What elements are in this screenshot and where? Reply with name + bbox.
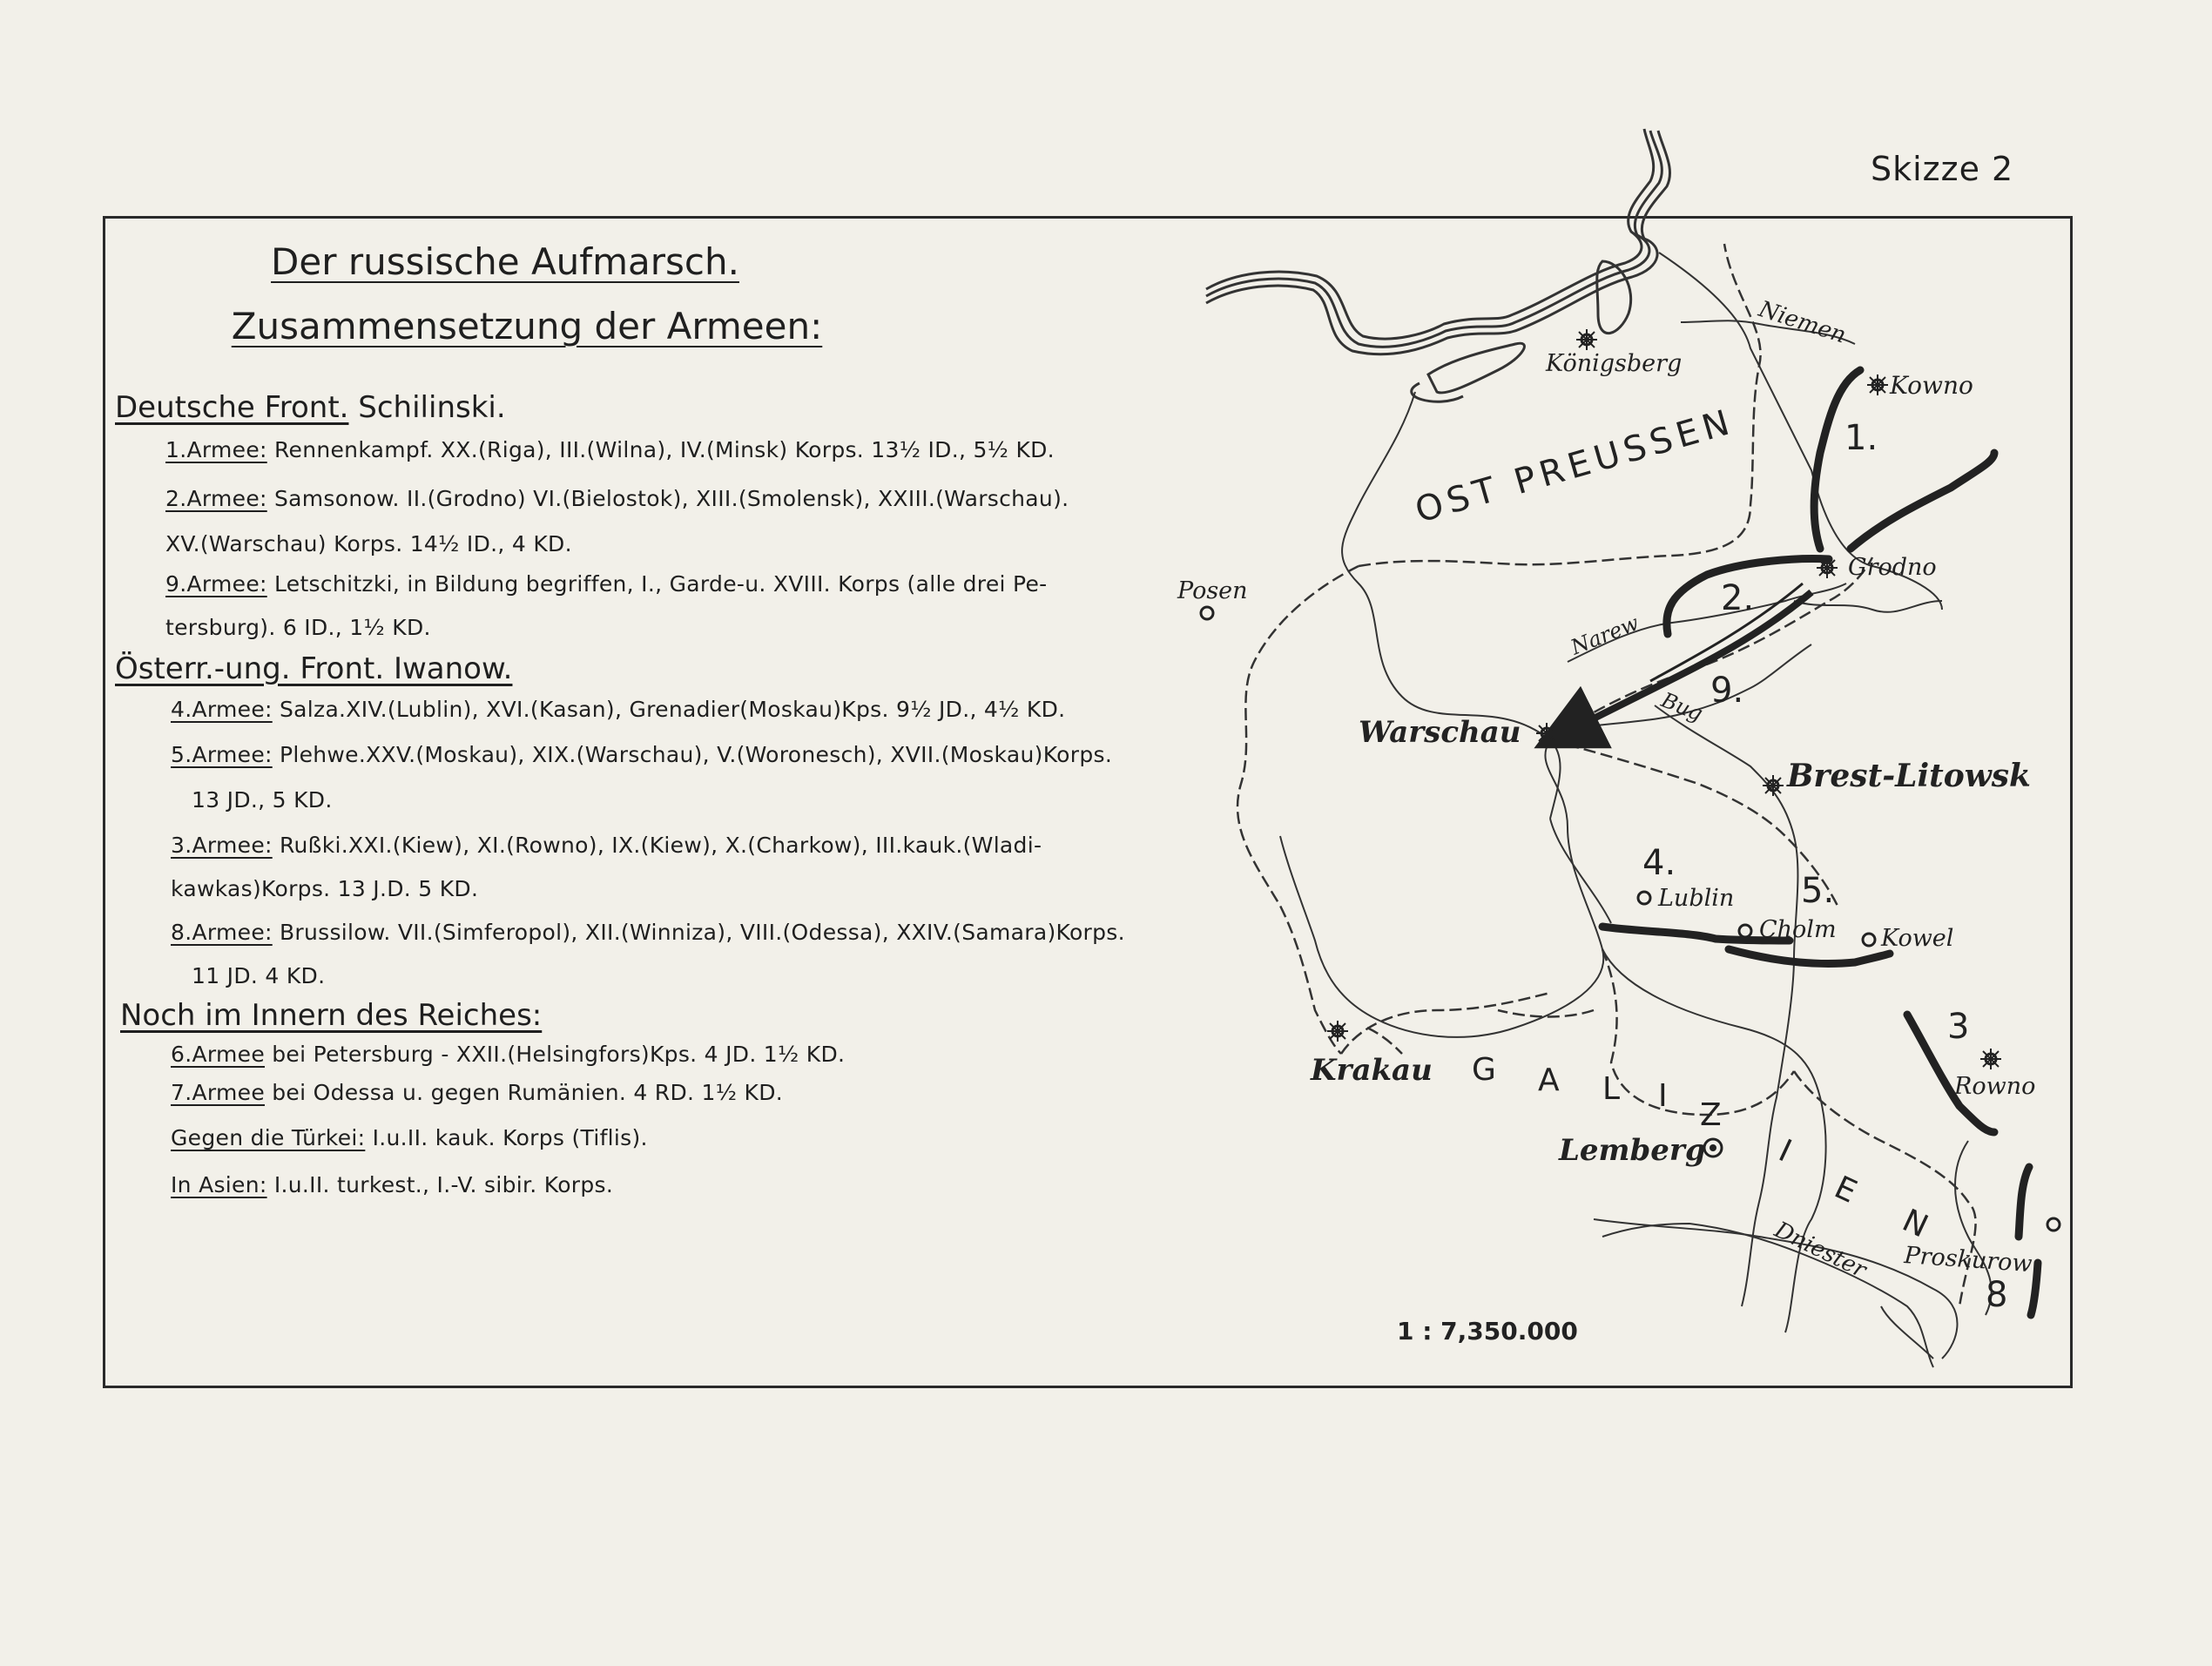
city-label-proskurow: Proskurow: [1903, 1242, 2033, 1278]
army-number-8: 8: [1986, 1275, 2008, 1315]
army-text: Salza.XIV.(Lublin), XVI.(Kasan), Grenadier(Moskau)Kps. 9½ JD., 4½ KD.: [272, 697, 1066, 722]
army-text: Rennenkampf. XX.(Riga), III.(Wilna), IV.(Minsk) Korps. 13½ ID., 5½ KD.: [266, 437, 1055, 462]
army-text: bei Petersburg - XXII.(Helsingfors)Kps. 4 JD. 1½ KD.: [265, 1042, 846, 1067]
region-label-galizien-letter: L: [1602, 1071, 1621, 1107]
sheet-label: Skizze 2: [1871, 150, 2014, 188]
army-number-3: 3: [1947, 1007, 1970, 1047]
page-title: Der russische Aufmarsch.: [271, 240, 739, 283]
army-text: Rußki.XXI.(Kiew), XI.(Rowno), IX.(Kiew), X.(Charkow), III.kauk.(Wladi-: [272, 833, 1042, 858]
fortress-icon-kowno: [1867, 374, 1888, 395]
army-label: 6.Armee: [171, 1042, 266, 1067]
fortress-icon-rowno: [1980, 1049, 2001, 1069]
army-number-1: 1.: [1844, 418, 1878, 458]
army-text: kawkas)Korps. 13 J.D. 5 KD.: [171, 876, 479, 901]
fortress-icon-grodno: [1817, 557, 1838, 578]
region-label-ostpreussen: OST PREUSSEN: [1411, 401, 1739, 531]
army-label: 1.Armee:: [165, 437, 267, 462]
city-label-grodno: Grodno: [1848, 554, 1937, 581]
army-text: 11 JD. 4 KD.: [192, 963, 326, 988]
army-label: 8.Armee:: [171, 920, 273, 945]
river-label-narew: Narew: [1567, 610, 1642, 660]
army-label: 3.Armee:: [171, 833, 273, 858]
town-icon-proskurow: [2047, 1218, 2060, 1231]
city-label-kowel: Kowel: [1881, 925, 1954, 952]
army-label: In Asien:: [171, 1172, 267, 1197]
city-label-kowno: Kowno: [1890, 371, 1973, 400]
city-label-krakau: Krakau: [1311, 1053, 1433, 1088]
border-lines: [1280, 253, 1992, 1359]
section-heading-label: Noch im Innern des Reiches:: [120, 998, 543, 1033]
page-subtitle: Zusammensetzung der Armeen:: [231, 305, 823, 347]
region-label-galizien-letter: I: [1773, 1132, 1797, 1170]
river-label-niemen: Niemen: [1755, 296, 1850, 349]
army-number-5: 5.: [1801, 871, 1835, 911]
region-label-galizien-letter: Z: [1700, 1097, 1722, 1133]
fortress-icon-warschau: [1536, 723, 1557, 744]
town-icon-kowel: [1863, 934, 1875, 946]
army-label: 4.Armee:: [171, 697, 273, 722]
fortress-icon-krakau: [1327, 1021, 1348, 1042]
army-label: Gegen die Türkei:: [171, 1125, 366, 1150]
army-label: 7.Armee: [171, 1080, 266, 1105]
army-label: 5.Armee:: [171, 742, 273, 767]
town-icon-lublin: [1638, 892, 1650, 904]
army-text: Samsonow. II.(Grodno) VI.(Bielostok), XIII.(Smolensk), XXIII.(Warschau).: [266, 486, 1069, 511]
region-label-galizien-letter: I: [1658, 1078, 1668, 1114]
region-label-galizien-letter: A: [1538, 1062, 1560, 1098]
army-text: XV.(Warschau) Korps. 14½ ID., 4 KD.: [165, 531, 572, 556]
city-label-lemberg: Lemberg: [1559, 1133, 1706, 1168]
region-label-galizien-letter: N: [1897, 1202, 1933, 1245]
region-label-galizien-letter: G: [1472, 1052, 1496, 1088]
section-heading-label: Deutsche Front.: [115, 390, 349, 425]
army-text: bei Odessa u. gegen Rumänien. 4 RD. 1½ KD.: [265, 1080, 783, 1105]
army-number-2: 2.: [1721, 578, 1755, 618]
fortress-icon-koenigsberg: [1576, 329, 1597, 350]
army-text: Brussilow. VII.(Simferopol), XII.(Winniza), VIII.(Odessa), XXIV.(Samara)Korps.: [272, 920, 1125, 945]
city-label-cholm: Cholm: [1759, 916, 1837, 943]
army-number-9: 9.: [1710, 671, 1744, 711]
army-text: 13 JD., 5 KD.: [192, 787, 333, 813]
city-label-lublin: Lublin: [1658, 885, 1735, 912]
city-label-warschau: Warschau: [1359, 715, 1521, 750]
region-label-galizien-letter: E: [1829, 1169, 1863, 1211]
army-label: 2.Armee:: [165, 486, 267, 511]
city-label-koenigsberg: Königsberg: [1546, 350, 1683, 377]
army-text: I.u.II. kauk. Korps (Tiflis).: [365, 1125, 648, 1150]
river-lines: [1550, 320, 1942, 1367]
capital-icon-lemberg: [1704, 1139, 1722, 1157]
army-text: I.u.II. turkest., I.-V. sibir. Korps.: [266, 1172, 614, 1197]
river-label-bug: Bug: [1657, 687, 1707, 726]
city-label-brest: Brest-Litowsk: [1787, 758, 2031, 794]
city-label-posen: Posen: [1177, 577, 1248, 604]
army-text: Plehwe.XXV.(Moskau), XIX.(Warschau), V.(Woronesch), XVII.(Moskau)Korps.: [272, 742, 1113, 767]
army-text: tersburg). 6 ID., 1½ KD.: [165, 615, 431, 640]
town-icon-posen: [1201, 607, 1213, 619]
river-label-dniester: Dniester: [1770, 1217, 1871, 1284]
city-label-rowno: Rowno: [1954, 1073, 2036, 1100]
fortress-icon-brest: [1763, 775, 1784, 796]
army-number-4: 4.: [1642, 843, 1676, 883]
town-icon-cholm: [1739, 925, 1751, 937]
map-scale: 1 : 7,350.000: [1397, 1317, 1578, 1346]
army-text: Letschitzki, in Bildung begriffen, I., Garde-u. XVIII. Korps (alle drei Pe-: [266, 571, 1048, 597]
section-heading-rest: Schilinski.: [348, 390, 506, 425]
section-heading-label: Österr.-ung. Front. Iwanow.: [115, 651, 513, 686]
army-label: 9.Armee:: [165, 571, 267, 597]
